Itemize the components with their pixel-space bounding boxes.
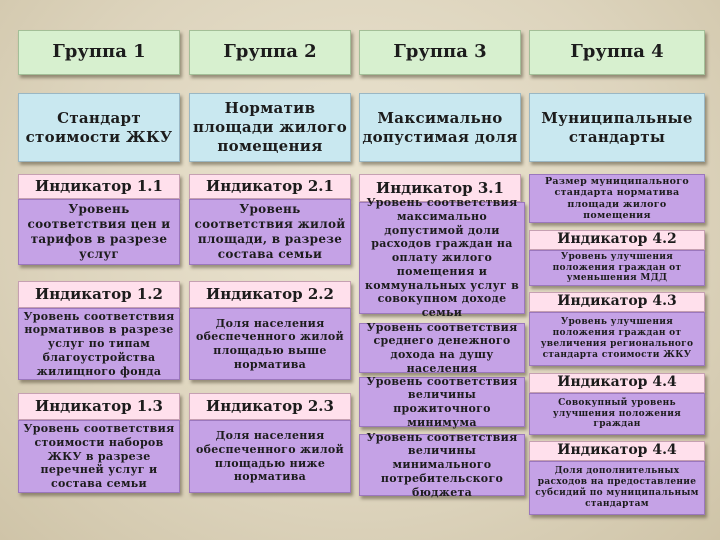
group-2-header (189, 30, 351, 75)
indicator-2-3-label: Индикатор 2.3 (206, 397, 334, 416)
indicator-3-2-desc (359, 320, 525, 375)
group-1-label: Группа 1 (52, 41, 146, 63)
indicator-4-5-title (529, 441, 705, 461)
indicator-2-1-text: Уровень соответствия жилой площади, в разрезе состава семьи (194, 202, 346, 261)
indicator-3-3-desc (359, 374, 525, 429)
indicator-3-2-text: Уровень соответствия среднего денежного дохода на душу населения (366, 320, 518, 375)
indicator-3-1-desc (359, 196, 525, 320)
indicator-2-2-title (189, 281, 351, 308)
standard-2 (189, 93, 351, 162)
standard-1 (18, 93, 180, 162)
indicator-2-2-text: Доля населения обеспеченного жилой площадью выше норматива (195, 316, 345, 371)
indicator-4-2-desc (529, 250, 705, 286)
indicator-4-4-label: Индикатор 4.4 (557, 374, 677, 391)
indicator-4-1-desc (529, 174, 705, 223)
standard-4 (529, 93, 705, 162)
standard-2-label: Норматив площади жилого помещения (192, 99, 348, 155)
indicator-2-1-desc (189, 199, 351, 265)
indicator-2-3-title (189, 393, 351, 420)
indicator-1-2-desc (18, 308, 180, 380)
indicator-4-3-text: Уровень улучшения положения граждан от увеличения регионального стандарта стоимости ЖКУ (540, 317, 694, 360)
indicator-4-2-text: Уровень улучшения положения граждан от уменьшения МДД (552, 251, 682, 284)
indicator-1-3-text: Уровень соответствия стоимости наборов ЖКУ в разрезе перечней услуг и состава семьи (23, 422, 175, 491)
group-3-header (359, 30, 521, 75)
indicator-3-1-text: Уровень соответствия максимально допустимой доли расходов граждан на оплату жилого помещения и коммунальных услуг в совокупном доходе семьи (364, 196, 520, 320)
indicator-1-1-title (18, 174, 180, 199)
indicator-2-1-label: Индикатор 2.1 (206, 177, 334, 196)
indicator-1-2-text: Уровень соответствия нормативов в разрезе услуг по типам благоустройства жилищного фонда (23, 309, 175, 378)
indicator-2-3-desc (189, 420, 351, 493)
group-3-label: Группа 3 (393, 41, 487, 63)
standard-4-label: Муниципальные стандарты (541, 108, 693, 146)
indicator-1-2-label: Индикатор 1.2 (35, 285, 163, 304)
indicator-4-1-text: Размер муниципального стандарта норматива площади жилого помещения (544, 175, 689, 221)
indicator-2-2-label: Индикатор 2.2 (206, 285, 334, 304)
indicator-4-2-title (529, 230, 705, 250)
indicator-4-4-text: Совокупный уровень улучшения положения граждан (552, 397, 682, 430)
indicator-1-3-label: Индикатор 1.3 (35, 397, 163, 416)
indicator-4-5-label: Индикатор 4.4 (557, 442, 677, 459)
indicator-3-4-desc (359, 430, 525, 499)
indicator-1-1-label: Индикатор 1.1 (35, 177, 163, 196)
indicator-4-4-desc (529, 393, 705, 435)
group-1-header (18, 30, 180, 75)
indicator-3-4-text: Уровень соответствия величины минимального потребительского бюджета (366, 430, 518, 499)
standard-3 (359, 93, 521, 162)
indicator-4-3-title (529, 292, 705, 312)
indicator-4-4-title (529, 373, 705, 393)
indicator-4-3-desc (529, 312, 705, 366)
indicator-4-5-desc (529, 461, 705, 515)
group-2-label: Группа 2 (223, 41, 317, 63)
indicator-4-5-text: Доля дополнительных расходов на предоставление субсидий по муниципальным стандартам (535, 466, 699, 509)
indicator-1-1-desc (18, 199, 180, 265)
standard-3-label: Максимально допустимая доля (362, 108, 518, 146)
indicator-2-2-desc (189, 308, 351, 380)
indicator-1-3-title (18, 393, 180, 420)
indicator-2-1-title (189, 174, 351, 199)
group-4-label: Группа 4 (570, 41, 664, 63)
indicator-2-3-text: Доля населения обеспеченного жилой площадью ниже норматива (195, 429, 345, 484)
indicator-4-2-label: Индикатор 4.2 (557, 231, 677, 248)
indicator-1-1-text: Уровень соответствия цен и тарифов в разрезе услуг (27, 202, 171, 261)
standard-1-label: Стандарт стоимости ЖКУ (25, 108, 173, 146)
group-4-header (529, 30, 705, 75)
indicator-3-3-text: Уровень соответствия величины прожиточного минимума (366, 374, 518, 429)
indicator-3-1-label: Индикатор 3.1 (376, 178, 504, 197)
indicator-4-3-label: Индикатор 4.3 (557, 293, 677, 310)
indicator-1-2-title (18, 281, 180, 308)
indicator-1-3-desc (18, 420, 180, 493)
